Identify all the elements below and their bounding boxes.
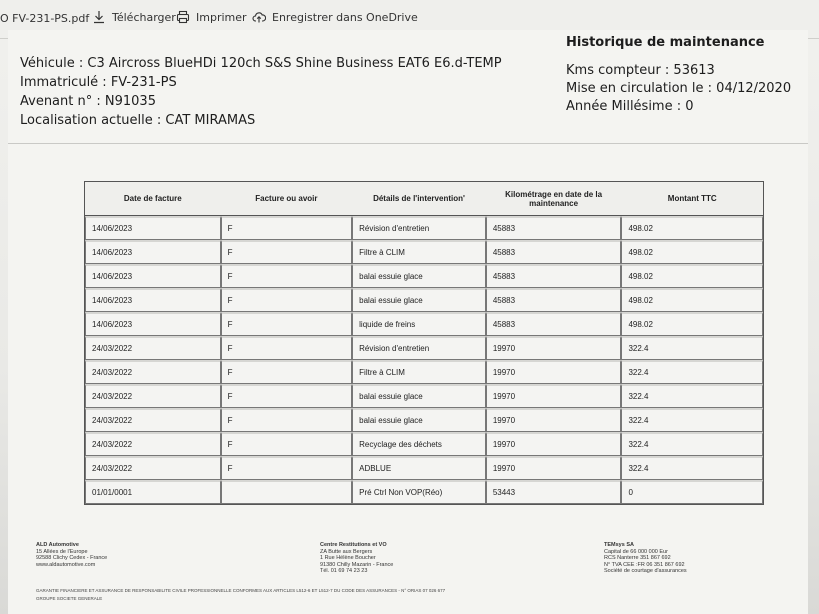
column-header-date: Date de facture [85, 182, 221, 216]
cell-date: 14/06/2023 [85, 288, 221, 312]
table-row [85, 456, 763, 480]
vehicle-amendment: Avenant n° : N91035 [20, 94, 156, 109]
cell-mileage: 53443 [486, 480, 622, 504]
footer-center-line: ZA Butte aux Bergers [320, 548, 373, 555]
footer-center-line: 1 Rue Hélène Boucher [320, 555, 376, 561]
maintenance-table [84, 181, 764, 505]
legal-notice [36, 587, 445, 603]
table-row [85, 336, 763, 360]
cell-mileage: 19970 [486, 336, 622, 360]
cell-details: Recyclage des déchets [352, 432, 486, 456]
file-name: O FV-231-PS.pdf [0, 12, 90, 25]
onedrive-label: Enregistrer dans OneDrive [272, 10, 418, 24]
footer-left-line: ALD Automotive [36, 542, 79, 548]
footer-center-line: 91380 Chilly Mazarin - France [320, 561, 394, 568]
cell-details: Pré Ctrl Non VOP(Réo) [352, 480, 486, 504]
footer-right-line: Société de courtage d'assurances [604, 568, 687, 574]
column-header-amount: Montant TTC [621, 182, 763, 216]
cell-date: 24/03/2022 [85, 408, 221, 432]
cell-type: F [221, 456, 353, 480]
cell-details: Filtre à CLIM [352, 360, 486, 384]
cell-details: balai essuie glace [352, 264, 486, 288]
odometer-reading: Kms compteur : 53613 [566, 63, 715, 78]
download-label: Télécharger [112, 10, 176, 24]
cell-details: balai essuie glace [352, 288, 486, 312]
cell-type: F [221, 408, 353, 432]
cell-mileage: 45883 [486, 312, 622, 336]
cell-amount: 322.4 [621, 408, 763, 432]
vehicle-info [20, 54, 502, 130]
print-button[interactable] [176, 10, 247, 24]
table-row [85, 288, 763, 312]
cell-type: F [221, 312, 353, 336]
page-title: Historique de maintenance [566, 35, 765, 50]
column-header-type: Facture ou avoir [221, 182, 353, 216]
cell-date: 24/03/2022 [85, 360, 221, 384]
cell-date: 14/06/2023 [85, 216, 221, 240]
table-row [85, 360, 763, 384]
registration-date: Mise en circulation le : 04/12/2020 [566, 81, 792, 96]
cell-type: F [221, 360, 353, 384]
cell-amount: 322.4 [621, 432, 763, 456]
save-onedrive-button[interactable] [252, 10, 418, 24]
footer-center-line: Centre Restitutions et VO [320, 542, 387, 548]
cell-amount: 0 [621, 480, 763, 504]
cell-type: F [221, 432, 353, 456]
table-header-row [85, 182, 763, 216]
cell-date: 14/06/2023 [85, 264, 221, 288]
column-header-mileage: Kilométrage en date de la maintenance [486, 182, 622, 216]
cell-mileage: 19970 [486, 360, 622, 384]
cell-details: Révision d'entretien [352, 216, 486, 240]
cell-date: 14/06/2023 [85, 240, 221, 264]
table-row [85, 384, 763, 408]
cell-details: Révision d'entretien [352, 336, 486, 360]
cell-date: 24/03/2022 [85, 336, 221, 360]
cell-type: F [221, 264, 353, 288]
footer-company-address [36, 542, 107, 568]
table-row [85, 432, 763, 456]
cell-mileage: 45883 [486, 216, 622, 240]
cell-type: F [221, 240, 353, 264]
cell-mileage: 19970 [486, 432, 622, 456]
cell-amount: 498.02 [621, 240, 763, 264]
cell-type: F [221, 288, 353, 312]
cell-amount: 322.4 [621, 360, 763, 384]
table-row [85, 240, 763, 264]
footer-right-line: TEMsys SA [604, 542, 634, 548]
cell-type: F [221, 336, 353, 360]
pdf-page [8, 30, 808, 614]
maintenance-summary [566, 34, 791, 116]
cell-date: 14/06/2023 [85, 312, 221, 336]
legal-notice-text: GARANTIE FINANCIERE ET ASSURANCE DE RESPONSABILITE CIVILE PROFESSIONNELLE CONFORMES AUX ARTICLES L512-6 ET L512-7 DU CODE DES ASSURANCES - N° ORIAS 07 026 677 [36, 588, 446, 593]
model-year: Année Millésime : 0 [566, 99, 694, 114]
table-row [85, 408, 763, 432]
cell-mileage: 19970 [486, 408, 622, 432]
cell-date: 01/01/0001 [85, 480, 221, 504]
cell-type [221, 480, 353, 504]
footer-insurer [604, 542, 687, 575]
cell-mileage: 45883 [486, 288, 622, 312]
group-name: GROUPE SOCIETE GENERALE [36, 596, 103, 601]
vehicle-registration: Immatriculé : FV-231-PS [20, 75, 177, 90]
vehicle-location: Localisation actuelle : CAT MIRAMAS [20, 113, 256, 128]
footer-center-line: Tél. 01 69 74 23 23 [320, 568, 368, 574]
cell-details: liquide de freins [352, 312, 486, 336]
cell-type: F [221, 384, 353, 408]
footer-left-line: www.aldautomotive.com [36, 561, 96, 568]
download-icon [92, 10, 106, 24]
footer-restitution-center [320, 542, 393, 575]
cell-date: 24/03/2022 [85, 384, 221, 408]
cell-amount: 322.4 [621, 384, 763, 408]
table-row [85, 216, 763, 240]
cell-amount: 498.02 [621, 216, 763, 240]
footer-right-line: Capital de 66 000 000 Eur [604, 548, 668, 555]
footer-left-line: 92588 Clichy Cedex - France [36, 555, 108, 561]
download-button[interactable] [92, 10, 176, 24]
cell-amount: 322.4 [621, 336, 763, 360]
cell-type: F [221, 216, 353, 240]
footer-left-line: 15 Allées de l'Europe [36, 548, 88, 555]
cell-mileage: 45883 [486, 264, 622, 288]
cell-details: balai essuie glace [352, 408, 486, 432]
table-row [85, 480, 763, 504]
footer-right-line: N° TVA CEE :FR 06 351 867 692 [604, 561, 685, 568]
cell-amount: 498.02 [621, 264, 763, 288]
table-row [85, 264, 763, 288]
printer-icon [176, 10, 190, 24]
cloud-upload-icon [252, 10, 266, 24]
cell-date: 24/03/2022 [85, 432, 221, 456]
column-header-details: Détails de l'intervention' [352, 182, 486, 216]
footer-right-line: RCS Nanterre 351 867 692 [604, 555, 671, 561]
section-divider [8, 143, 808, 144]
cell-details: Filtre à CLIM [352, 240, 486, 264]
cell-mileage: 19970 [486, 384, 622, 408]
table-row [85, 312, 763, 336]
cell-mileage: 19970 [486, 456, 622, 480]
cell-amount: 322.4 [621, 456, 763, 480]
cell-amount: 498.02 [621, 288, 763, 312]
cell-amount: 498.02 [621, 312, 763, 336]
print-label: Imprimer [196, 10, 247, 24]
cell-details: ADBLUE [352, 456, 486, 480]
vehicle-model: Véhicule : C3 Aircross BlueHDi 120ch S&S Shine Business EAT6 E6.d-TEMP [20, 56, 502, 71]
cell-date: 24/03/2022 [85, 456, 221, 480]
cell-mileage: 45883 [486, 240, 622, 264]
cell-details: balai essuie glace [352, 384, 486, 408]
